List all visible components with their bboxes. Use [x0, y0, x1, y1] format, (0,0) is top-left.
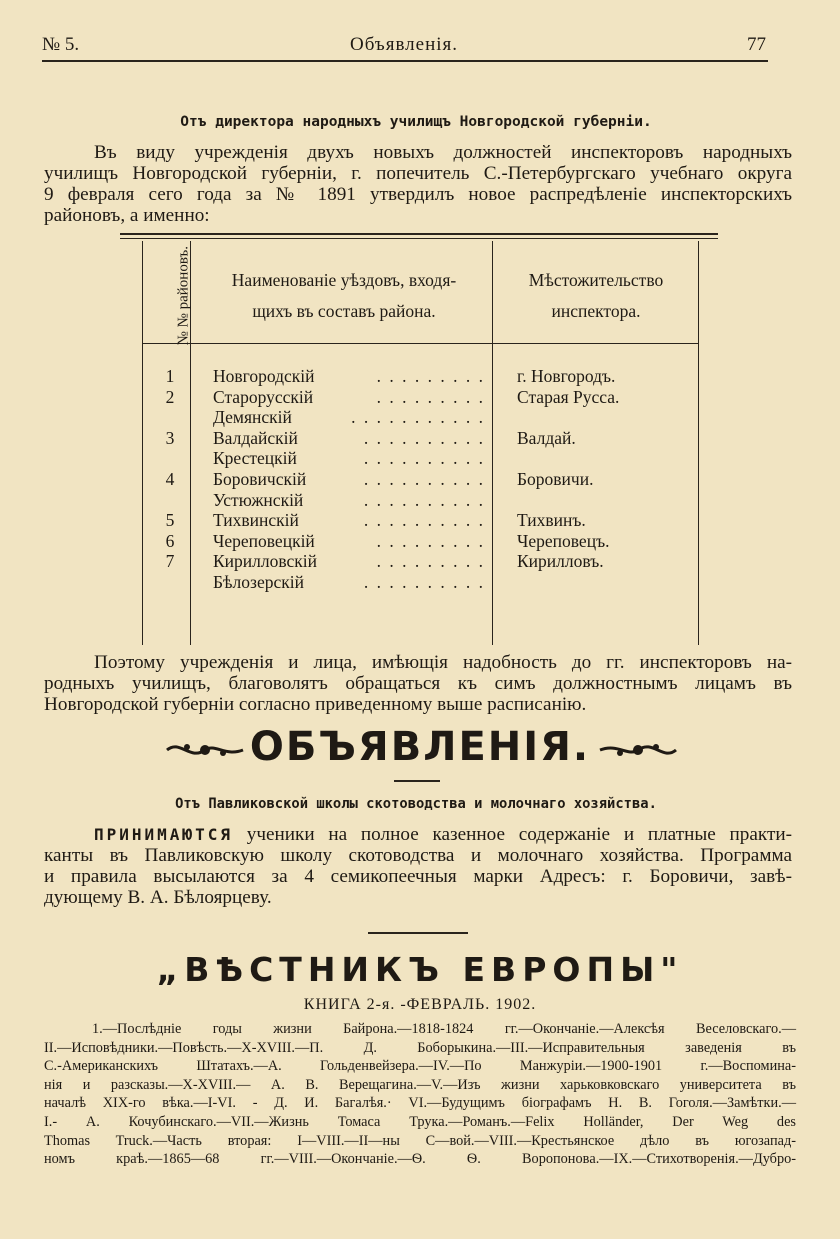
announcements-title: ОБЪЯВЛЕНІЯ.	[249, 724, 591, 770]
uezd-name: Тихвинскій	[213, 510, 299, 531]
section-divider	[368, 932, 468, 934]
col-header-residence-line: Мѣстожительство	[528, 270, 664, 290]
leader-dots: . . . . . . . . .	[376, 366, 485, 386]
ornament-left	[165, 735, 245, 765]
closing-line: Новгородской губерніи согласно приведенному выше расписанію.	[44, 694, 587, 715]
leader-dots: . . . . . . . . . . .	[351, 407, 485, 428]
contents-line: номъ краѣ.—1865—68 гг.—VIII.—Окончаніе.—Ѳ. Ѳ. Воропоновa.—IX.—Стихотворенія.—Дубро-	[44, 1151, 796, 1168]
leader-dots: . . . . . . . . .	[376, 386, 485, 407]
uezd-name: Бѣлозерскій	[213, 572, 304, 592]
inspectors-table	[120, 233, 718, 645]
table-right-border	[698, 241, 699, 645]
table-header-rule	[142, 343, 698, 344]
ornament-right	[598, 735, 678, 765]
lead-word: ПРИНИМАЮТСЯ	[94, 825, 233, 844]
contents-line: Thomas Truck.—Часть вторая: I—VIII.—II—ны С—вой.—VIII.—Крестьянское дѣло въ югозапад-	[44, 1132, 796, 1149]
flourish-left-icon	[165, 735, 245, 765]
intro-line: Въ виду учрежденія двухъ новыхъ должностей инспекторовъ народныхъ	[94, 142, 792, 163]
section2-body	[44, 824, 792, 908]
contents-line: II.—Исповѣдники.—Повѣсть.—X-XVIII.—П. Д. Боборыкина.—III.—Исправительныя заведенія въ	[44, 1039, 796, 1056]
uezd-name: Череповецкій	[213, 530, 315, 551]
row-number: 4	[165, 469, 175, 489]
contents-line: нія и разсказы.—X-XVIII.— А. В. Верещагина.—V.—Изъ жизни харьковковскаго университета въ	[44, 1076, 796, 1093]
intro-line: училищъ Новгородской губерніи, г. попечитель С.-Петербургскаго учебнаго округа	[44, 163, 792, 184]
uezd-name: Боровичскій	[213, 469, 307, 489]
page-header	[42, 34, 766, 58]
table-col-divider	[492, 241, 493, 645]
leader-dots: . . . . . . . . . .	[363, 489, 485, 510]
journal-contents	[44, 1020, 796, 1169]
section1-intro	[44, 142, 792, 226]
intro-line: 9 февраля сего года за № 1891 утвердилъ новое распредѣленіе инспекторскихъ	[44, 184, 792, 205]
uezd-name: Кирилловскій	[213, 551, 318, 572]
section2-first-line	[44, 824, 792, 845]
contents-line: началѣ XIX-го вѣка.—I-VI. - Д. И. Багалѣя.· VI.—Будущимъ біографамъ Н. В. Гоголя.—Замѣтки.—	[44, 1095, 796, 1112]
residence: г. Новгородъ.	[517, 366, 616, 386]
leader-dots: . . . . . . . . . .	[363, 469, 485, 489]
col-header-number: № № районовъ.	[175, 245, 192, 346]
table-left-border	[142, 241, 143, 645]
col-header-uezd-line: щихъ въ составъ района.	[252, 301, 436, 321]
title-underline	[394, 780, 440, 782]
section2-line: дующему В. А. Бѣлоярцеву.	[44, 887, 272, 908]
row-number: 7	[165, 551, 175, 572]
row-number: 5	[165, 510, 175, 531]
row-number: 1	[165, 366, 175, 386]
journal-title: „ВѢСТНИКЪ ЕВРОПЫ"	[156, 950, 684, 989]
residence: Кирилловъ.	[517, 551, 604, 572]
col-header-uezd	[200, 265, 488, 327]
page-number: 77	[747, 34, 766, 55]
residence: Валдай.	[517, 427, 576, 448]
contents-line: 1.—Послѣдніе годы жизни Байрона.—1818-1824 гг.—Окончаніе.—Алексѣя Веселовскаго.—	[92, 1021, 796, 1037]
section2-line: ученики на полное казенное содержаніе и платные практи-	[246, 824, 793, 845]
uezd-name: Демянскій	[213, 407, 292, 428]
row-number: 3	[165, 427, 175, 448]
uezd-name: Крестецкій	[213, 448, 297, 469]
contents-line: I.- А. Кочубинскаго.—VII.—Жизнь Томаса Трука.—Романъ.—Felix Holländer, Der Weg des	[44, 1113, 796, 1130]
row-number: 6	[165, 530, 175, 551]
section1-heading: Отъ директора народныхъ училищъ Новгородской губерніи.	[180, 114, 652, 130]
leader-dots: . . . . . . . . . .	[363, 448, 485, 469]
issue-number: № 5.	[42, 34, 80, 55]
row-number: 2	[165, 386, 175, 407]
col-header-uezd-line: Наименованіе уѣздовъ, входя-	[231, 270, 457, 290]
uezd-name: Валдайскій	[213, 427, 298, 448]
journal-subtitle: КНИГА 2-я. -ФЕВРАЛЬ. 1902.	[303, 996, 537, 1013]
residence: Тихвинъ.	[517, 510, 586, 531]
header-rule	[42, 60, 768, 62]
leader-dots: . . . . . . . . . .	[363, 572, 485, 592]
contents-line: С.-Американскихъ Штатахъ.—А. Гольденвейзера.—IV.—По Манжуріи.—1900-1901 г.—Воспомина-	[44, 1058, 796, 1075]
uezd-name: Устюжнскій	[213, 489, 304, 510]
uezd-name: Старорусскій	[213, 386, 314, 407]
flourish-right-icon	[598, 735, 678, 765]
leader-dots: . . . . . . . . .	[376, 551, 485, 572]
closing-line: Поэтому учрежденія и лица, имѣющія надобность до гг. инспекторовъ на-	[94, 652, 792, 673]
table-top-rule-2	[120, 238, 718, 239]
residence: Старая Русса.	[517, 386, 620, 407]
leader-dots: . . . . . . . . . .	[363, 510, 485, 531]
section2-line: и правила высылаются за 4 семикопеечныя марки Адресъ: г. Боровичи, завѣ-	[44, 866, 792, 887]
leader-dots: . . . . . . . . . .	[363, 427, 485, 448]
table-top-rule	[120, 233, 718, 235]
uezd-name: Новгородскій	[213, 366, 315, 386]
section1-closing	[44, 652, 792, 715]
intro-line: районовъ, а именно:	[44, 205, 210, 226]
residence: Боровичи.	[517, 469, 594, 489]
col-header-residence-line: инспектора.	[551, 301, 641, 321]
section2-line: канты въ Павликовскую школу скотоводства и молочнаго хозяйства. Программа	[44, 845, 792, 866]
residence: Череповецъ.	[517, 530, 610, 551]
col-header-residence	[498, 265, 694, 327]
leader-dots: . . . . . . . . .	[376, 530, 485, 551]
section2-heading: Отъ Павликовской школы скотоводства и молочнаго хозяйства.	[175, 796, 657, 812]
section-title: Объявленія.	[349, 34, 459, 55]
closing-line: родныхъ училищъ, благоволятъ обращаться къ симъ должностнымъ лицамъ въ	[44, 673, 792, 694]
